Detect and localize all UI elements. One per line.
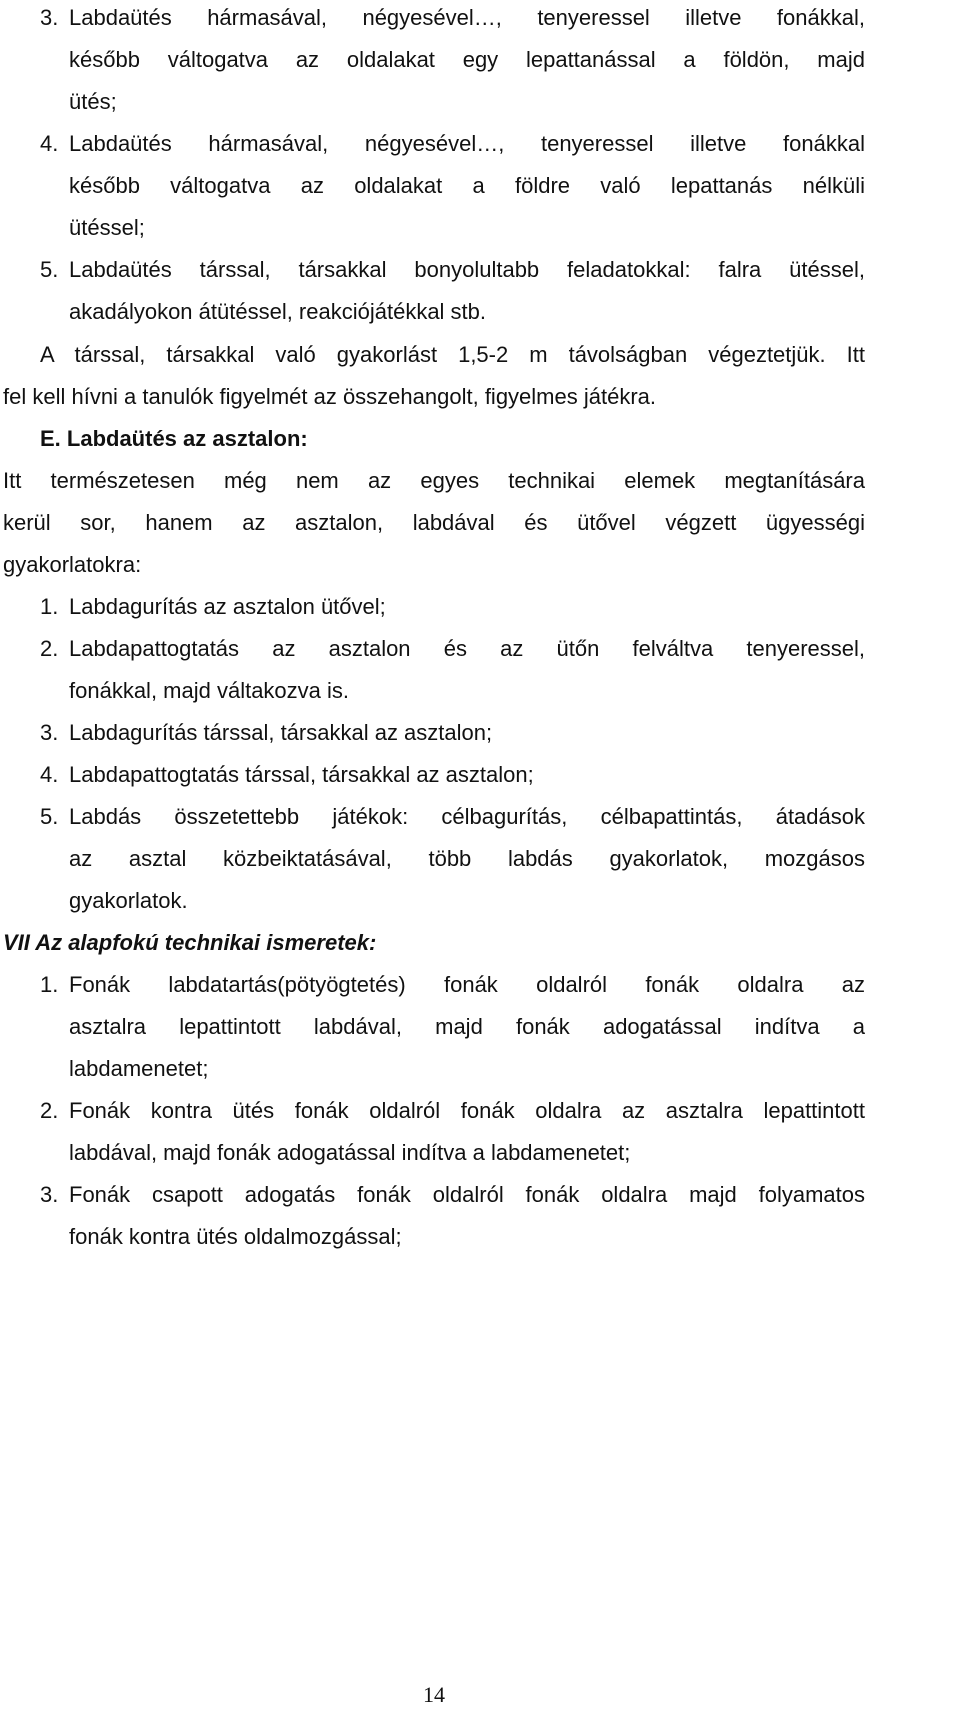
list-item-line: labdával, majd fonák adogatással indítva a labdamenetet; [69,1140,631,1165]
list-item-line: akadályokon átütéssel, reakciójátékkal stb. [69,299,487,324]
list-item-number: 2. [40,1098,59,1123]
list-item-line: Labdás összetettebb játékok: célbagurítás, célbapattintás, átadások [69,804,865,829]
paragraph-line: fel kell hívni a tanulók figyelmét az összehangolt, figyelmes játékra. [3,384,656,409]
section-heading: VII Az alapfokú technikai ismeretek: [3,930,377,955]
page-number: 14 [423,1682,445,1707]
list-item-line: asztalra lepattintott labdával, majd fonák adogatással indítva a [69,1014,865,1039]
list-item-number: 2. [40,636,59,661]
section-intro-line: Itt természetesen még nem az egyes technikai elemek megtanítására [3,468,865,493]
list-item-line: Labdaütés hármasával, négyesével…, tenyeressel illetve fonákkal [69,131,865,156]
list-item-line: Labdaütés társsal, társakkal bonyolultabb feladatokkal: falra ütéssel, [69,257,865,282]
list-item-number: 3. [40,1182,59,1207]
list-item-number: 5. [40,257,59,282]
list-item-line: Labdagurítás az asztalon ütővel; [69,594,386,619]
list-item-number: 5. [40,804,59,829]
list-item-number: 1. [40,594,59,619]
list-item-line: Fonák kontra ütés fonák oldalról fonák oldalra az asztalra lepattintott [69,1098,865,1123]
list-item-line: gyakorlatok. [69,888,188,913]
section-heading: E. Labdaütés az asztalon: [40,426,308,451]
list-item-line: fonák kontra ütés oldalmozgással; [69,1224,402,1249]
list-item-line: labdamenetet; [69,1056,209,1081]
list-item-line: Labdapattogtatás társsal, társakkal az asztalon; [69,762,534,787]
list-item-line: Fonák csapott adogatás fonák oldalról fonák oldalra majd folyamatos [69,1182,865,1207]
list-item-number: 1. [40,972,59,997]
list-item-line: Labdagurítás társsal, társakkal az asztalon; [69,720,493,745]
list-item-number: 3. [40,5,59,30]
list-item-line: később váltogatva az oldalakat a földre való lepattanás nélküli [69,173,865,198]
list-item-line: Fonák labdatartás(pötyögtetés) fonák oldalról fonák oldalra az [69,972,865,997]
list-item-line: később váltogatva az oldalakat egy lepattanással a földön, majd [69,47,865,72]
paragraph-line: A társsal, társakkal való gyakorlást 1,5-2 m távolságban végeztetjük. Itt [40,342,865,367]
list-item-number: 3. [40,720,59,745]
list-item-line: az asztal közbeiktatásával, több labdás gyakorlatok, mozgásos [69,846,865,871]
section-intro-line: gyakorlatokra: [3,552,142,577]
list-item-number: 4. [40,762,59,787]
list-item-line: Labdapattogtatás az asztalon és az ütőn felváltva tenyeressel, [69,636,865,661]
list-item-line: ütéssel; [69,215,145,240]
list-item-line: Labdaütés hármasával, négyesével…, tenyeressel illetve fonákkal, [69,5,865,30]
section-intro-line: kerül sor, hanem az asztalon, labdával és ütővel végzett ügyességi [3,510,865,535]
list-item-line: fonákkal, majd váltakozva is. [69,678,350,703]
list-item-line: ütés; [69,89,117,114]
list-item-number: 4. [40,131,59,156]
